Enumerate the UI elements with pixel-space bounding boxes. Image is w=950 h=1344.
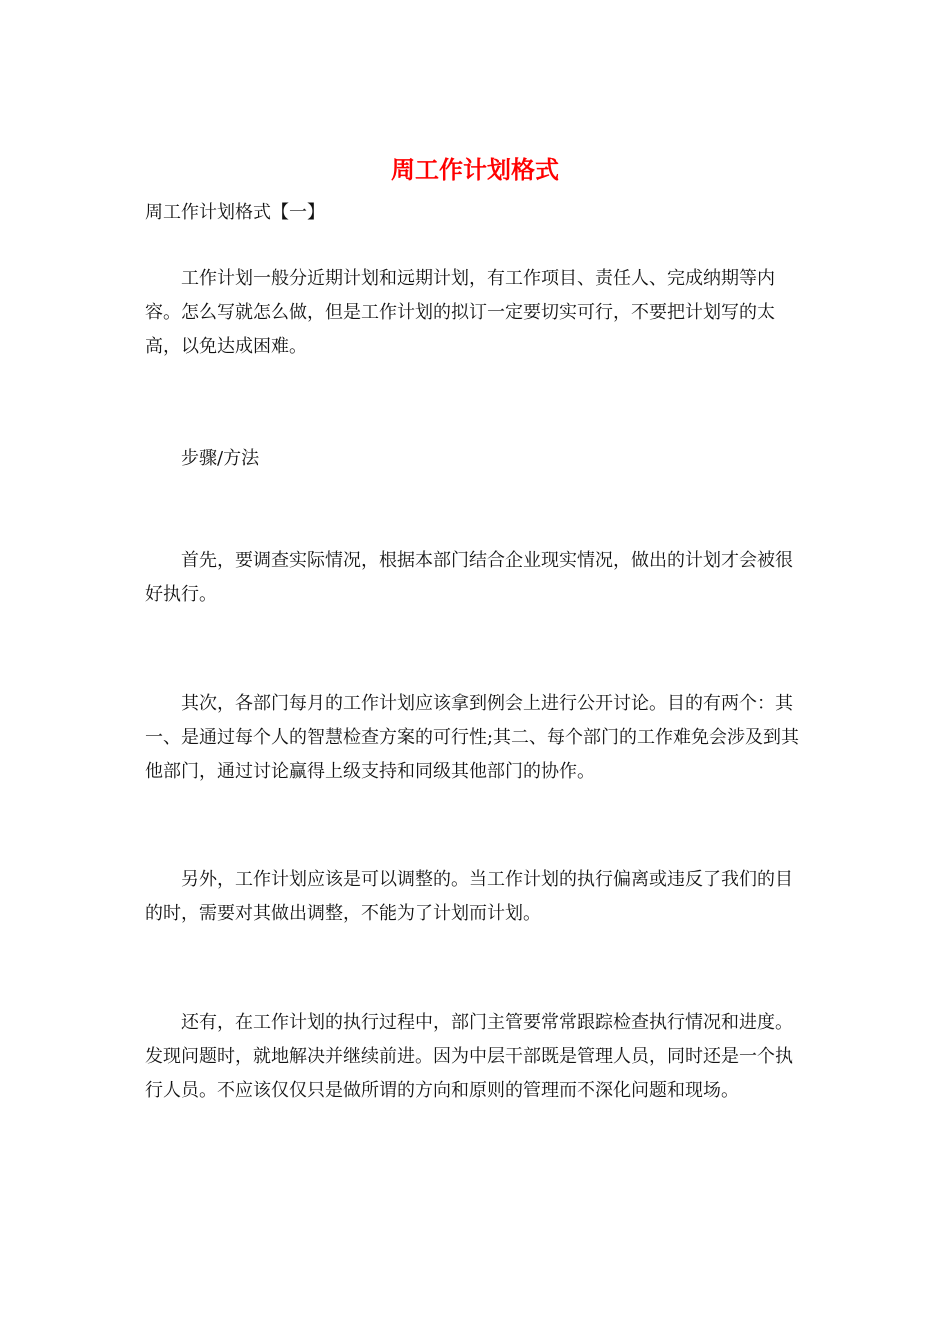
- paragraph-first: 首先，要调查实际情况，根据本部门结合企业现实情况，做出的计划才会被很好执行。: [145, 550, 793, 605]
- paragraph-second: 其次，各部门每月的工作计划应该拿到例会上进行公开讨论。目的有两个：其一、是通过每个人的智慧检查方案的可行性;其二、每个部门的工作难免会涉及到其他部门，通过讨论赢得上级支持和同级其他部门的协作。: [145, 693, 800, 782]
- paragraph-steps-heading: 步骤/方法: [181, 448, 260, 469]
- paragraph-fourth: 还有，在工作计划的执行过程中，部门主管要常常跟踪检查执行情况和进度。发现问题时，就地解决并继续前进。因为中层干部既是管理人员，同时还是一个执行人员。不应该仅仅只是做所谓的方向和原则的管理而不深化问题和现场。: [145, 1012, 793, 1101]
- document-title: 周工作计划格式: [391, 155, 559, 184]
- paragraph-intro: 工作计划一般分近期计划和远期计划，有工作项目、责任人、完成纳期等内容。怎么写就怎么做，但是工作计划的拟订一定要切实可行，不要把计划写的太高，以免达成困难。: [145, 268, 775, 357]
- section-heading: 周工作计划格式【一】: [145, 202, 325, 223]
- paragraph-third: 另外，工作计划应该是可以调整的。当工作计划的执行偏离或违反了我们的目的时，需要对其做出调整，不能为了计划而计划。: [145, 869, 793, 924]
